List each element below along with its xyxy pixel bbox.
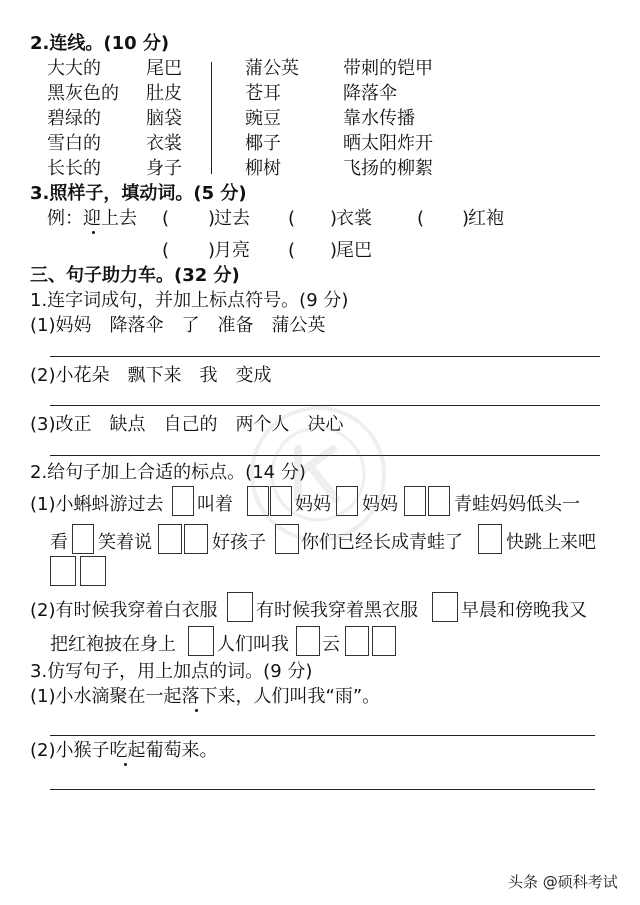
q2-right-a-1: 蒲公英 <box>245 58 299 79</box>
punct-box[interactable] <box>72 524 94 554</box>
s2-p1-text-4: 妈妈 <box>362 494 398 515</box>
q2-left-b-1: 尾巴 <box>146 58 182 79</box>
q2-left-a-4: 雪白的 <box>47 133 101 154</box>
q3-item-3: 红袍 <box>468 208 504 229</box>
s2-p1-text-1: (1)小蝌蚪游过去 <box>30 494 164 515</box>
s2-p1-text-10: 快跳上来吧 <box>506 532 596 553</box>
punct-box[interactable] <box>345 626 369 656</box>
q3-item-5: 尾巴 <box>336 240 372 261</box>
q2-right-a-3: 豌豆 <box>245 108 281 129</box>
q3-heading: 3.照样子，填动词。(5 分) <box>30 183 247 204</box>
q3-paren-open-2: ( <box>288 208 296 229</box>
q2-left-b-4: 衣裳 <box>146 133 182 154</box>
s2-p2-text-6: 云 <box>322 634 340 655</box>
answer-line-5[interactable] <box>50 789 595 790</box>
s2-p2-text-2: 有时候我穿着黑衣服 <box>256 600 418 621</box>
q2-left-a-5: 长长的 <box>47 158 101 179</box>
s2-p2-text-4: 把红袍披在身上 <box>50 634 176 655</box>
q2-left-b-2: 肚皮 <box>146 83 182 104</box>
s1-item-1: (1)妈妈 降落伞 了 准备 蒲公英 <box>30 315 326 336</box>
q2-left-b-5: 身子 <box>146 158 182 179</box>
s2-p1-text-6: 看 <box>50 532 68 553</box>
q2-left-a-2: 黑灰色的 <box>47 83 119 104</box>
q2-right-b-3: 靠水传播 <box>343 108 415 129</box>
q3-paren-open-3: ( <box>417 208 425 229</box>
s2-p1-text-9: 你们已经长成青蛙了 <box>301 532 463 553</box>
q3-example: 例：迎上去 <box>47 208 137 229</box>
watermark-seal-icon <box>248 404 388 544</box>
s2-p1-text-5: 青蛙妈妈低头一 <box>454 494 580 515</box>
q3-paren-open-4: ( <box>162 240 170 261</box>
q2-left-b-3: 脑袋 <box>146 108 182 129</box>
q2-right-b-5: 飞扬的柳絮 <box>343 158 433 179</box>
q2-right-b-2: 降落伞 <box>343 83 397 104</box>
s2-p1-text-7: 笑着说 <box>98 532 152 553</box>
q3-item-4: 月亮 <box>214 240 250 261</box>
answer-line-4[interactable] <box>50 735 595 736</box>
footer-credit: 头条 @硕科考试 <box>508 873 618 891</box>
q2-right-a-4: 椰子 <box>245 133 281 154</box>
s2-heading: 2.给句子加上合适的标点。(14 分) <box>30 462 306 483</box>
emphasis-dot <box>92 231 95 234</box>
s2-p2-text-3: 早晨和傍晚我又 <box>461 600 587 621</box>
emphasis-dot <box>124 763 127 766</box>
q3-paren-close-2: ) <box>330 208 338 229</box>
punct-box[interactable] <box>188 626 214 656</box>
punct-box[interactable] <box>158 524 182 554</box>
punct-box[interactable] <box>296 626 320 656</box>
punct-box[interactable] <box>372 626 396 656</box>
s1-item-2: (2)小花朵 飘下来 我 变成 <box>30 365 272 386</box>
q2-right-b-4: 晒太阳炸开 <box>343 133 433 154</box>
q2-divider <box>211 62 212 174</box>
punct-box[interactable] <box>432 592 458 622</box>
answer-line-1[interactable] <box>50 356 600 357</box>
emphasis-dot <box>195 709 198 712</box>
q3-paren-close-4: ) <box>208 240 216 261</box>
q3-paren-close-3: ) <box>462 208 470 229</box>
s2-p1-text-2: 叫着 <box>197 494 233 515</box>
s2-p1-text-3: 妈妈 <box>295 494 331 515</box>
s3-heading: 3.仿写句子，用上加点的词。(9 分) <box>30 661 313 682</box>
s2-p1-text-8: 好孩子 <box>212 532 266 553</box>
s2-p2-text-5: 人们叫我 <box>217 634 289 655</box>
q3-paren-open-1: ( <box>162 208 170 229</box>
q2-right-a-5: 柳树 <box>245 158 281 179</box>
punct-box[interactable] <box>172 486 194 516</box>
punct-box[interactable] <box>478 524 502 554</box>
punct-box[interactable] <box>184 524 208 554</box>
s1-item-3: (3)改正 缺点 自己的 两个人 决心 <box>30 414 344 435</box>
q3-paren-close-1: ) <box>208 208 216 229</box>
s3-item-2: (2)小猴子吃起葡萄来。 <box>30 740 218 761</box>
punct-box[interactable] <box>404 486 426 516</box>
q2-right-a-2: 苍耳 <box>245 83 281 104</box>
q3-item-2: 衣裳 <box>336 208 372 229</box>
q3-paren-close-5: ) <box>330 240 338 261</box>
q3-item-1: 过去 <box>214 208 250 229</box>
section3-heading: 三、句子助力车。(32 分) <box>30 265 240 286</box>
punct-box[interactable] <box>227 592 253 622</box>
s1-heading: 1.连字词成句，并加上标点符号。(9 分) <box>30 290 349 311</box>
punct-box[interactable] <box>50 556 76 586</box>
q2-right-b-1: 带刺的铠甲 <box>343 58 433 79</box>
s2-p2-text-1: (2)有时候我穿着白衣服 <box>30 600 218 621</box>
q2-left-a-3: 碧绿的 <box>47 108 101 129</box>
q2-left-a-1: 大大的 <box>47 58 101 79</box>
punct-box[interactable] <box>428 486 450 516</box>
q3-paren-open-5: ( <box>288 240 296 261</box>
punct-box[interactable] <box>80 556 106 586</box>
s3-item-1: (1)小水滴聚在一起落下来，人们叫我“雨”。 <box>30 686 381 707</box>
q2-heading: 2.连线。(10 分) <box>30 33 170 54</box>
